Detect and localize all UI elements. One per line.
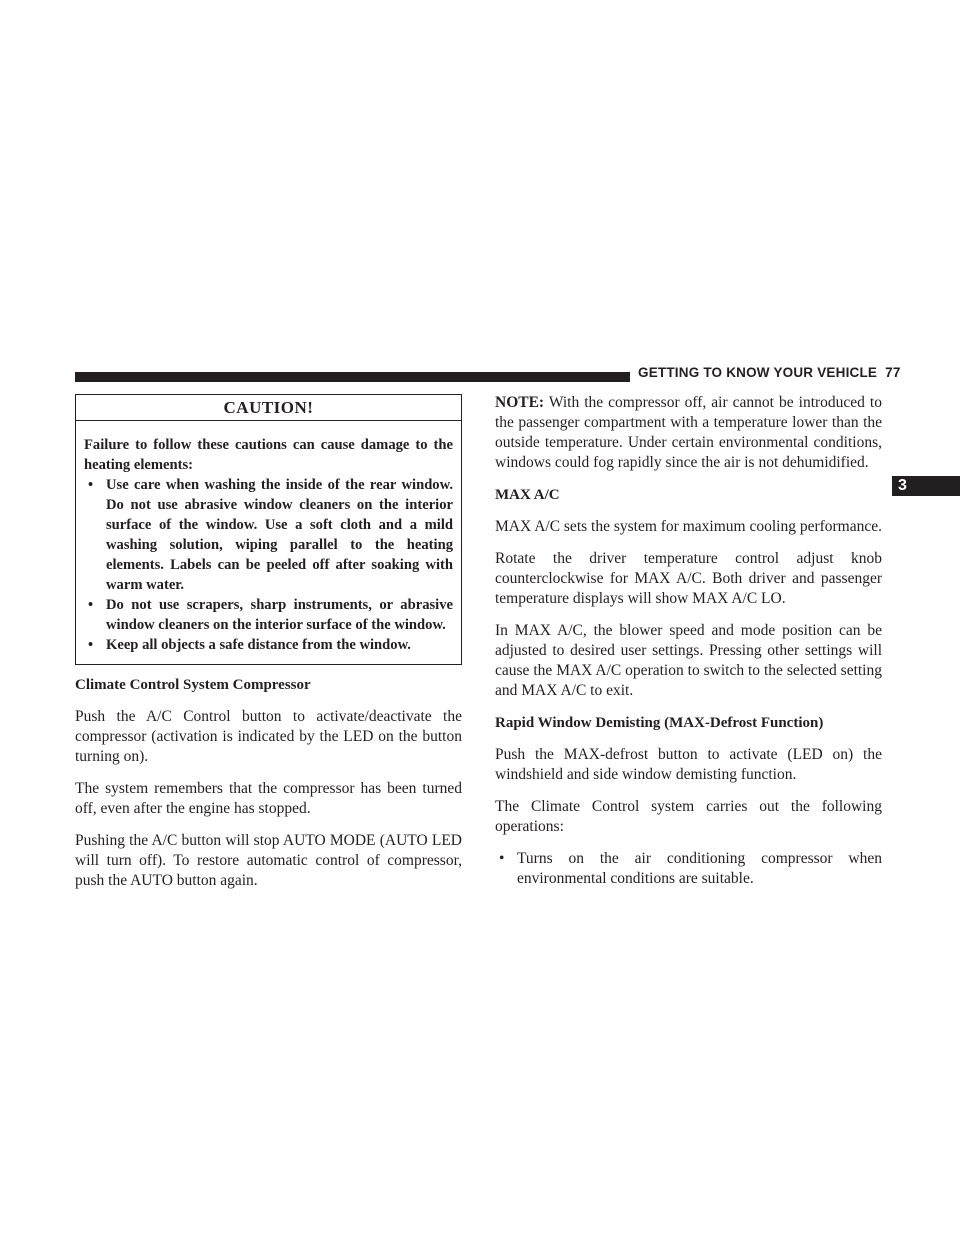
max-ac-heading: MAX A/C xyxy=(495,487,560,503)
caution-item: • Use care when washing the inside of the rear window. Do not use abrasive window cleaners on the interior surface of the window. Use a soft cloth and a mild washing solution, wiping parallel to the heating elements. Labels can be peeled off after soaking with warm water. xyxy=(88,477,453,593)
defrost-paragraph-1: Push the MAX-defrost button to activate (LED on) the windshield and side window demisting function. xyxy=(495,746,882,783)
chapter-tab: 3 xyxy=(892,476,960,496)
left-column xyxy=(75,394,462,903)
caution-body xyxy=(76,421,461,664)
note-text: With the compressor off, air cannot be introduced to the passenger compartment with a temperature lower than the outside temperature. Under certain environmental conditions, windows could fog rapidly since the air is not dehumidified. xyxy=(495,394,882,471)
compressor-heading: Climate Control System Compressor xyxy=(75,677,311,693)
note-label: NOTE: xyxy=(495,394,545,411)
compressor-paragraph-1: Push the A/C Control button to activate/deactivate the compressor (activation is indicated by the LED on the button turning on). xyxy=(75,708,462,765)
note-paragraph xyxy=(495,393,882,473)
max-ac-paragraph-2: Rotate the driver temperature control adjust knob counterclockwise for MAX A/C. Both driver and passenger temperature displays will show MAX A/C LO. xyxy=(495,550,882,607)
bullet-icon: • xyxy=(88,597,94,613)
compressor-paragraph-3: Pushing the A/C button will stop AUTO MODE (AUTO LED will turn off). To restore automatic control of compressor, push the AUTO button again. xyxy=(75,832,462,889)
bullet-icon: • xyxy=(88,637,94,653)
caution-box xyxy=(75,394,462,665)
max-ac-paragraph-3: In MAX A/C, the blower speed and mode position can be adjusted to desired user settings. Pressing other settings will cause the MAX A/C operation to switch to the selected setting and MAX A/C to exit. xyxy=(495,622,882,699)
header-rule xyxy=(75,372,630,382)
right-column xyxy=(495,393,882,889)
running-header xyxy=(638,365,901,380)
compressor-paragraph-2: The system remembers that the compressor has been turned off, even after the engine has stopped. xyxy=(75,780,462,817)
page-number: 77 xyxy=(885,365,901,380)
defrost-paragraph-2: The Climate Control system carries out the following operations: xyxy=(495,798,882,835)
defrost-heading: Rapid Window Demisting (MAX-Defrost Function) xyxy=(495,715,824,731)
bullet-icon: • xyxy=(88,477,94,493)
caution-item: • Do not use scrapers, sharp instruments, or abrasive window cleaners on the interior surface of the window. xyxy=(88,597,453,633)
defrost-list xyxy=(495,849,882,889)
max-ac-paragraph-1: MAX A/C sets the system for maximum cooling performance. xyxy=(495,518,883,535)
bullet-icon: • xyxy=(499,850,505,867)
caution-title: CAUTION! xyxy=(76,395,461,421)
section-title: GETTING TO KNOW YOUR VEHICLE xyxy=(638,365,878,380)
caution-intro: Failure to follow these cautions can cause damage to the heating elements: xyxy=(84,437,453,473)
defrost-item: • Turns on the air conditioning compressor when environmental conditions are suitable. xyxy=(499,850,882,887)
caution-item: • Keep all objects a safe distance from the window. xyxy=(88,637,411,653)
caution-list xyxy=(84,475,453,655)
